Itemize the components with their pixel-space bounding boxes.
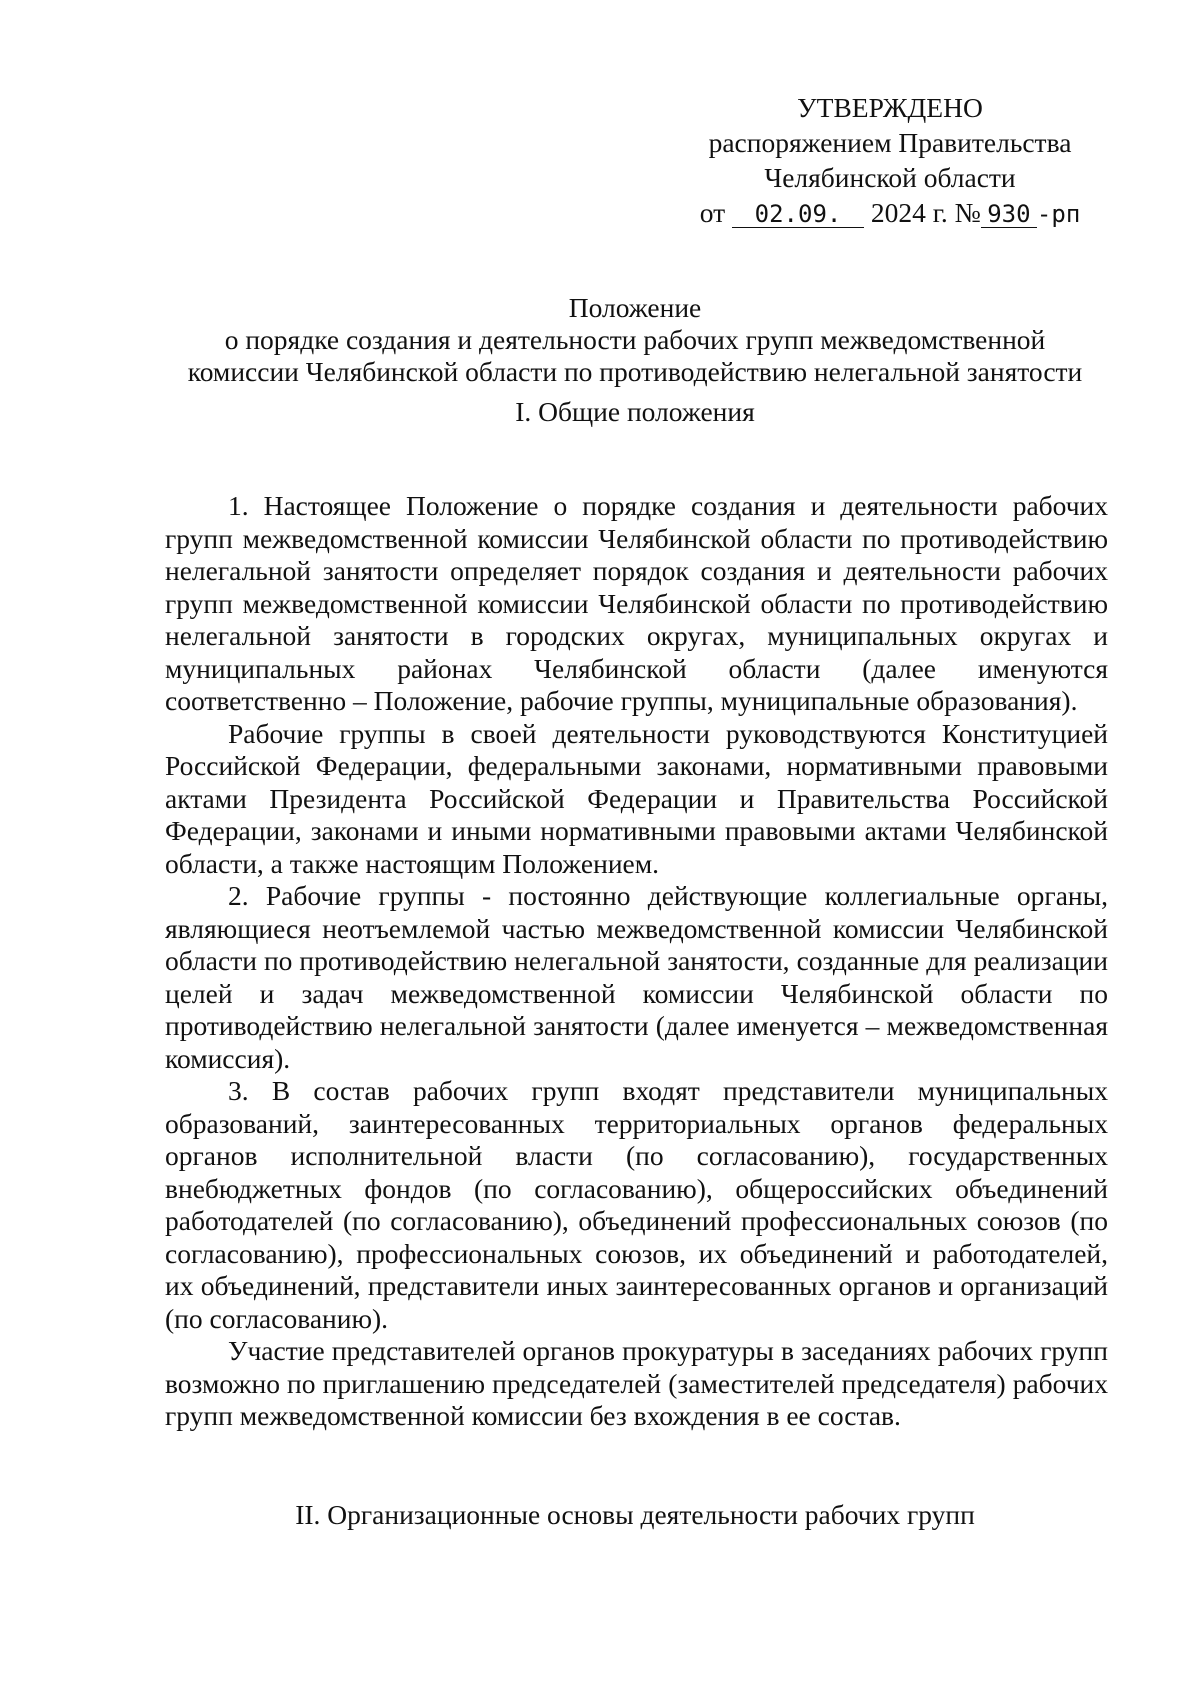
year-text: 2024 г. № xyxy=(870,197,981,228)
approval-stamp xyxy=(640,90,1140,232)
paragraph-4: 3. В состав рабочих групп входят представители муниципальных образований, заинтересованных территориальных органов федеральных органов исполнительной власти (по согласованию), государственных внебюджетных фондов (по согласованию), общероссийских объединений работодателей (по согласованию), объединений профессиональных союзов (по согласованию), профессиональных союзов, их объединений и работодателей, их объединений, представители иных заинтересованных органов и организаций (по согласованию). xyxy=(165,1075,1108,1334)
date-prefix: от xyxy=(699,197,726,228)
section-2-heading: II. Организационные основы деятельности рабочих групп xyxy=(295,1499,975,1530)
approval-heading: УТВЕРЖДЕНО xyxy=(797,92,983,123)
title-line-3: комиссии Челябинской области по противодействию нелегальной занятости xyxy=(187,356,1083,387)
paragraph-2: Рабочие группы в своей деятельности руководствуются Конституцией Российской Федерации, федеральными законами, нормативными правовыми актами Президента Российской Федерации и Правительства Российской Федерации, законами и иными нормативными правовыми актами Челябинской области, а также настоящим Положением. xyxy=(165,717,1108,879)
date-value: 02.09. xyxy=(732,201,864,228)
approval-date-line xyxy=(640,195,1140,232)
section-1-heading: I. Общие положения xyxy=(515,396,755,427)
paragraph-3: 2. Рабочие группы - постоянно действующие коллегиальные органы, являющиеся неотъемлемой частью межведомственной комиссии Челябинской области по противодействию нелегальной занятости, созданные для реализации целей и задач межведомственной комиссии Челябинской области по противодействию нелегальной занятости (далее именуется – межведомственная комиссия). xyxy=(165,880,1108,1074)
approval-line-2: Челябинской области xyxy=(764,162,1016,193)
approval-line-1: распоряжением Правительства xyxy=(708,127,1072,158)
title-line-2: о порядке создания и деятельности рабочих групп межведомственной xyxy=(224,324,1046,355)
document-title xyxy=(160,292,1110,388)
section-1-body xyxy=(165,490,1108,1433)
number-suffix: -рп xyxy=(1036,200,1081,228)
title-line-1: Положение xyxy=(568,292,702,323)
paragraph-5: Участие представителей органов прокуратуры в заседаниях рабочих групп возможно по приглашению председателей (заместителей председателя) рабочих групп межведомственной комиссии без вхождения в ее состав. xyxy=(165,1335,1108,1431)
document-number: 930 xyxy=(981,201,1037,228)
paragraph-1: 1. Настоящее Положение о порядке создания и деятельности рабочих групп межведомственной комиссии Челябинской области по противодействию нелегальной занятости определяет порядок создания и деятельности рабочих групп межведомственной комиссии Челябинской области по противодействию нелегальной занятости в городских округах, муниципальных округах и муниципальных районах Челябинской области (далее именуются соответственно – Положение, рабочие группы, муниципальные образования). xyxy=(165,490,1108,716)
